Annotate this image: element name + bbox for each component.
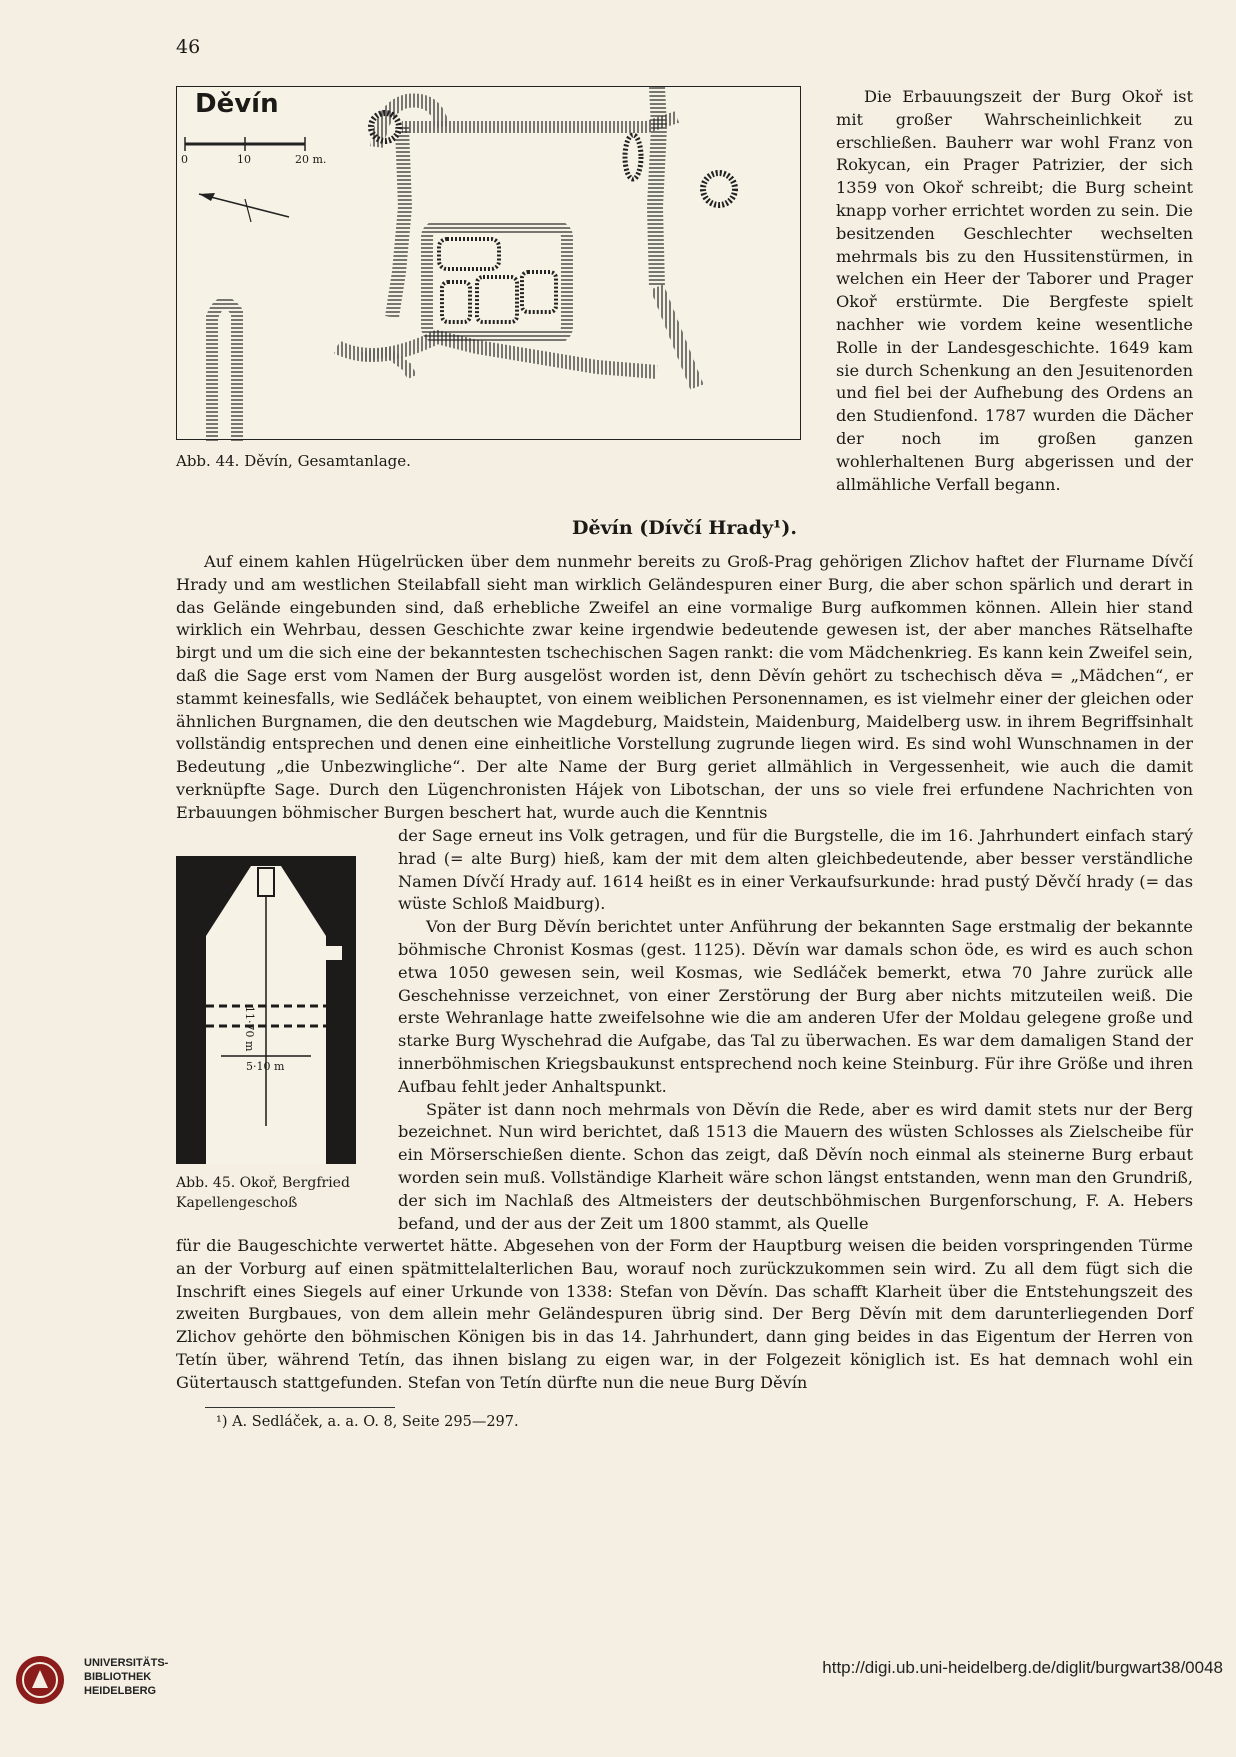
scale-label-10: 10 <box>237 153 251 166</box>
paragraph-1-continued: der Sage erneut ins Volk getragen, und für die Burgstelle, die im 16. Jahrhundert einfach starý hrad (= alte Burg) hieß, kam der mit dem alten gleichbedeutende, aber besser verständliche Namen Dívčí Hrady auf. 1614 heißt es in einer Verkaufsurkunde: hrad pustý Děvčí hrady (= das wüste Schloß Maidburg). <box>398 826 1193 914</box>
source-url-link[interactable]: http://digi.ub.uni-heidelberg.de/diglit/burgwart38/0048 <box>822 1658 1223 1677</box>
tower-section-figure <box>176 856 356 1164</box>
figure45-caption <box>176 1173 350 1213</box>
figure44-title: Děvín <box>195 89 279 119</box>
library-logo[interactable] <box>14 1652 169 1712</box>
section-heading: Děvín (Dívčí Hrady¹). <box>572 517 797 539</box>
intro-column <box>836 86 1193 496</box>
footnote: ¹) A. Sedláček, a. a. O. 8, Seite 295—297. <box>216 1414 519 1430</box>
page-number: 46 <box>176 36 201 58</box>
main-text-top <box>176 551 1193 825</box>
paragraph-2: Von der Burg Děvín berichtet unter Anführung der bekannten Sage erstmalig der bekannte böhmische Chronist Kosmas (gest. 1125). Děvín war damals schon öde, es wird es auch schon etwa 1050 gewesen sein, weil Kosmas, wie Sedláček bemerkt, etwa 70 Jahre zurück alle Geschehnisse verzeichnet, von einer Zerstörung der Burg aber nichts mitzuteilen weiß. Die erste Wehranlage hatte zweifelsohne wie die am anderen Ufer der Moldau gelegene große und starke Burg Wyschehrad die Aufgabe, das Tal zu überwachen. Es war dem damaligen Stand der innerböhmischen Kriegsbaukunst entsprechend noch keine Steinburg. Für ihre Größe und ihren Aufbau fehlt jeder Anhaltspunkt. <box>398 917 1193 1096</box>
library-name-line3: HEIDELBERG <box>84 1685 157 1697</box>
site-plan-figure <box>176 86 801 440</box>
footnote-rule <box>205 1407 395 1408</box>
figure45-caption-line1: Abb. 45. Okoř, Bergfried <box>176 1175 350 1191</box>
scale-label-20: 20 m. <box>295 153 327 166</box>
main-text-bottom <box>176 1235 1193 1395</box>
library-name-line1: UNIVERSITÄTS- <box>84 1657 169 1669</box>
paragraph-3-continued: für die Baugeschichte verwertet hätte. Abgesehen von der Form der Hauptburg weisen die beiden vorspringenden Türme an der Vorburg auf einen spätmittelalterlichen Bau, worauf noch zurückzukommen sein wird. Zu all dem fügt sich die Inschrift eines Siegels auf einer Urkunde von 1338: Stefan von Děvín. Das schafft Klarheit über die Entstehungszeit des zweiten Burgbaues, von dem allein mehr Geländespuren übrig sind. Der Berg Děvín mit dem darunterliegenden Dorf Zlichov gehörte den böhmischen Königen bis in das 14. Jahrhundert, dann ging beides in das Eigentum der Herren von Tetín über, während Tetín, das ihnen bislang zu eigen war, in der Folgezeit königlich ist. Es hat demnach wohl ein Gütertausch stattgefunden. Stefan von Tetín dürfte nun die neue Burg Děvín <box>176 1236 1193 1392</box>
library-name-line2: BIBLIOTHEK <box>84 1671 152 1683</box>
dimension-width: 5·10 m <box>246 1060 285 1073</box>
library-seal-icon <box>14 1652 74 1708</box>
tower-section-drawing <box>176 856 356 1164</box>
figure44-caption: Abb. 44. Děvín, Gesamtanlage. <box>176 452 411 470</box>
figure45-caption-line2: Kapellengeschoß <box>176 1195 298 1211</box>
site-plan-drawing <box>177 87 802 441</box>
paragraph-1: Auf einem kahlen Hügelrücken über dem nunmehr bereits zu Groß-Prag gehörigen Zlichov haftet der Flurname Dívčí Hrady und am westlichen Steilabfall sieht man wirklich Geländespuren einer Burg, die aber schon spärlich und derart in das Gelände eingebunden sind, daß erhebliche Zweifel an eine vormalige Burg aufkommen können. Allein hier stand wirklich ein Wehrbau, dessen Geschichte zwar keine irgendwie bedeutende gewesen ist, der aber manches Rätselhafte birgt und um die sich eine der bekanntesten tschechischen Sagen rankt: die vom Mädchenkrieg. Es kann kein Zweifel sein, daß die Sage erst vom Namen der Burg ausgelöst worden ist, denn Děvín gehört zu tschechisch děva = „Mädchen“, er stammt keinesfalls, wie Sedláček behauptet, von einem weiblichen Personennamen, es ist vielmehr einer der gleichen oder ähnlichen Burgnamen, die den deutschen wie Magdeburg, Maidstein, Maidenburg, Maidelberg usw. in ihrem Begriffsinhalt vollständig entsprechen und denen eine einheitliche Vorstellung zugrunde liegen wird. Es sind wohl Wunschnamen in der Bedeutung „die Unbezwingliche“. Der alte Name der Burg geriet allmählich in Vergessenheit, wie auch die damit verknüpfte Sage. Durch den Lügenchronisten Hájek von Libotschan, der uns so viele frei erfundene Nachrichten von Erbauungen böhmischer Burgen beschert hat, wurde auch die Kenntnis <box>176 552 1193 822</box>
main-text-side <box>398 825 1193 1235</box>
scale-label-0: 0 <box>181 153 188 166</box>
paragraph-3: Später ist dann noch mehrmals von Děvín die Rede, aber es wird damit stets nur der Berg bezeichnet. Nun wird berichtet, daß 1513 die Mauern des wüsten Schlosses als Zielscheibe für ein Mörserschießen diente. Schon das zeigt, daß Děvín noch einmal als steinerne Burg erbaut worden sein muß. Vollständige Klarheit wäre schon längst entstanden, wenn man den Grundriß, der sich im Nachlaß des Altmeisters der deutschböhmischen Burgenforschung, F. A. Hebers befand, und der aus der Zeit um 1800 stammt, als Quelle <box>398 1099 1193 1233</box>
library-name <box>84 1656 168 1698</box>
dimension-height: 11·70 m <box>243 1006 256 1052</box>
intro-paragraph: Die Erbauungszeit der Burg Okoř ist mit großer Wahrscheinlichkeit zu erschließen. Bauherr war wohl Franz von Rokycan, ein Prager Patrizier, der sich 1359 von Okoř schreibt; die Burg scheint knapp vorher errichtet worden zu sein. Die besitzenden Geschlechter wechselten mehrmals bis zu den Hussitenstürmen, in welchen ein Heer der Taborer und Prager Okoř erstürmte. Die Bergfeste spielt nachher wie vordem keine wesentliche Rolle in der Landesgeschichte. 1649 kam sie durch Schenkung an den Jesuitenorden und fiel bei der Aufhebung des Ordens an den Studienfond. 1787 wurden die Dächer der noch im großen ganzen wohlerhaltenen Burg abgerissen und der allmähliche Verfall begann. <box>836 87 1193 494</box>
